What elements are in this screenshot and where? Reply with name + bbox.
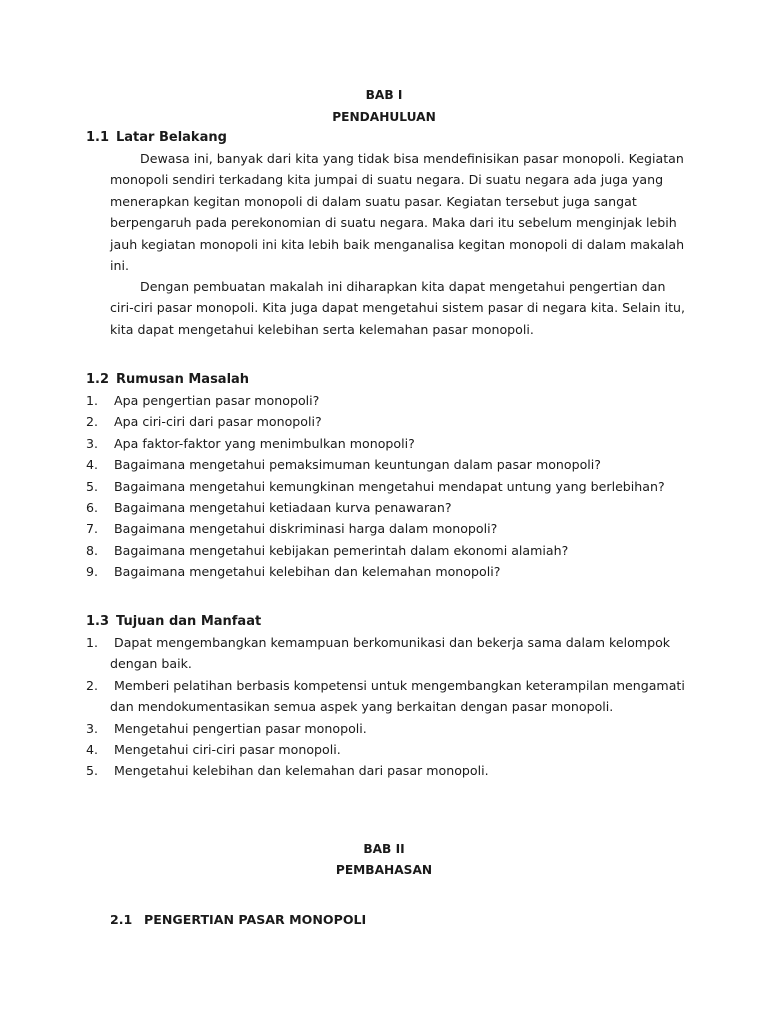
list-item [86, 718, 685, 739]
paragraph-line: ini. [110, 258, 129, 274]
list-item [86, 739, 685, 760]
list-number: 2. [86, 414, 99, 430]
tujuan-manfaat-list [86, 632, 685, 782]
latar-belakang-paragraph-1 [110, 148, 710, 276]
section-number: 1.2 [86, 372, 110, 387]
section-1-3-heading [86, 614, 261, 629]
list-number: 3. [86, 435, 99, 451]
list-text: Bagaimana mengetahui kebijakan pemerintah dalam ekonomi alamiah? [114, 542, 569, 558]
bab2-subtitle: PEMBAHASAN [335, 863, 433, 877]
list-text: Apa faktor-faktor yang menimbulkan monopoli? [114, 435, 415, 451]
bab1-subtitle: PENDAHULUAN [332, 110, 436, 124]
list-number: 5. [86, 763, 99, 779]
list-text-continuation: dan mendokumentasikan semua aspek yang berkaitan dengan pasar monopoli. [110, 699, 614, 715]
list-text: Bagaimana mengetahui kelebihan dan kelemahan monopoli? [114, 564, 501, 580]
list-item [86, 390, 665, 411]
list-text: Bagaimana mengetahui ketiadaan kurva penawaran? [114, 500, 452, 516]
latar-belakang-paragraph-2 [110, 276, 710, 340]
list-text: Bagaimana mengetahui diskriminasi harga dalam monopoli? [114, 521, 498, 537]
section-title: Rumusan Masalah [116, 372, 250, 387]
section-number: 2.1 [110, 912, 133, 927]
list-text: Mengetahui kelebihan dan kelemahan dari pasar monopoli. [114, 763, 489, 779]
section-2-1-heading [110, 912, 366, 927]
list-text: Bagaimana mengetahui kemungkinan mengetahui mendapat untung yang berlebihan? [114, 478, 665, 494]
list-item [86, 540, 665, 561]
list-item [86, 411, 665, 432]
list-text: Apa pengertian pasar monopoli? [114, 393, 320, 408]
list-text: Dapat mengembangkan kemampuan berkomunikasi dan bekerja sama dalam kelompok [114, 635, 671, 650]
list-text: Mengetahui ciri-ciri pasar monopoli. [114, 742, 341, 758]
list-number: 5. [86, 478, 99, 494]
section-title: Latar Belakang [116, 130, 227, 145]
bab2-title: BAB II [363, 842, 405, 856]
paragraph-line: jauh kegiatan monopoli ini kita lebih baik menganalisa kegitan monopoli di dalam makalah [110, 236, 685, 252]
list-item [86, 454, 665, 475]
bab1-title: BAB I [365, 88, 403, 102]
section-1-1-heading [86, 130, 227, 145]
paragraph-line: monopoli sendiri terkadang kita jumpai di suatu negara. Di suatu negara ada juga yang [110, 172, 664, 188]
list-text: Bagaimana mengetahui pemaksimuman keuntungan dalam pasar monopoli? [114, 457, 601, 473]
list-number: 8. [86, 542, 99, 558]
paragraph-line: ciri-ciri pasar monopoli. Kita juga dapat mengetahui sistem pasar di negara kita. Selain itu, [110, 300, 686, 316]
list-item [86, 518, 665, 539]
paragraph-line: kita dapat mengetahui kelebihan serta kelemahan pasar monopoli. [110, 321, 534, 337]
section-title: Tujuan dan Manfaat [116, 614, 262, 629]
list-item [86, 632, 685, 675]
list-number: 4. [86, 742, 99, 758]
list-item [86, 561, 665, 582]
paragraph-line: Dewasa ini, banyak dari kita yang tidak bisa mendefinisikan pasar monopoli. Kegiatan [140, 151, 684, 166]
list-item [86, 497, 665, 518]
list-text: Memberi pelatihan berbasis kompetensi untuk mengembangkan keterampilan mengamati [114, 677, 685, 693]
list-item [86, 760, 685, 781]
paragraph-line: Dengan pembuatan makalah ini diharapkan kita dapat mengetahui pengertian dan [140, 279, 666, 294]
section-number: 1.3 [86, 614, 110, 629]
list-number: 1. [86, 393, 99, 408]
list-text-continuation: dengan baik. [110, 656, 192, 672]
list-item [86, 675, 685, 718]
list-text: Apa ciri-ciri dari pasar monopoli? [114, 414, 322, 430]
list-number: 1. [86, 635, 99, 650]
paragraph-line: berpengaruh pada perekonomian di suatu negara. Maka dari itu sebelum menginjak lebih [110, 215, 677, 231]
list-number: 9. [86, 564, 99, 580]
list-number: 4. [86, 457, 99, 473]
list-text: Mengetahui pengertian pasar monopoli. [114, 720, 367, 736]
list-number: 3. [86, 720, 99, 736]
list-item [86, 476, 665, 497]
paragraph-line: menerapkan kegitan monopoli di dalam suatu pasar. Kegiatan tersebut juga sangat [110, 193, 637, 209]
list-item [86, 433, 665, 454]
section-1-2-heading [86, 372, 249, 387]
list-number: 2. [86, 677, 99, 693]
section-title: PENGERTIAN PASAR MONOPOLI [144, 912, 367, 927]
list-number: 7. [86, 521, 99, 537]
section-number: 1.1 [86, 130, 110, 145]
rumusan-masalah-list [86, 390, 665, 583]
list-number: 6. [86, 500, 99, 516]
